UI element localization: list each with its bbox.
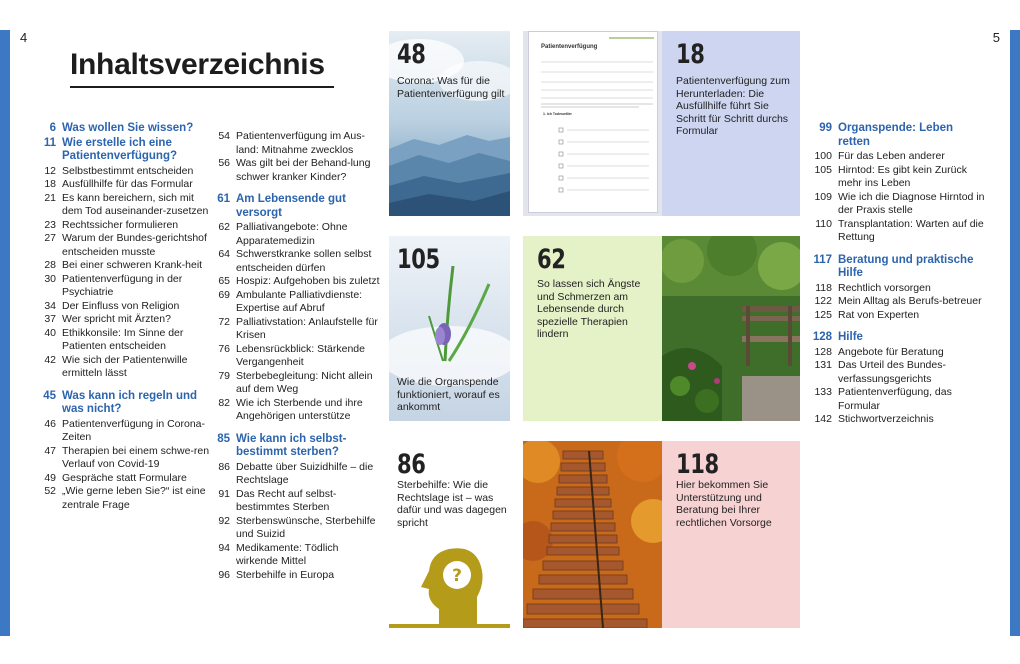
tile-beratung[interactable] xyxy=(662,441,800,628)
form-document-tile[interactable] xyxy=(523,31,662,216)
tile-caption: So lassen sich Ängste und Schmerzen am Lebensende durch spezielle Therapien lindern xyxy=(537,278,641,340)
toc-entry[interactable] xyxy=(812,386,987,413)
tile-corona[interactable] xyxy=(389,31,510,216)
toc-page-number: 118 xyxy=(815,281,832,294)
toc-entry[interactable] xyxy=(40,445,210,472)
toc-entry-title: Patientenverfügung in der Psychiatrie xyxy=(62,272,183,298)
toc-entry[interactable] xyxy=(214,221,380,248)
toc-entry-title: Patientenverfügung, das Formular xyxy=(838,386,952,412)
toc-page-number: 128 xyxy=(814,345,832,358)
toc-entry-title: Palliativangebote: Ohne Apparatemedizin xyxy=(236,221,348,247)
toc-entry[interactable] xyxy=(214,569,380,583)
title-underline xyxy=(70,86,334,88)
toc-entry[interactable] xyxy=(40,354,210,381)
right-edge-bar xyxy=(1010,30,1020,636)
toc-section-heading[interactable] xyxy=(40,137,210,164)
autumn-stairs-tile[interactable] xyxy=(523,441,662,628)
toc-entry-title: Das Urteil des Bundes-verfassungsgerichts xyxy=(838,359,946,385)
toc-entry-title: Ethikkonsile: Im Sinne der Patienten entscheiden xyxy=(62,326,184,352)
toc-entry-title: Das Recht auf selbst-bestimmtes Sterben xyxy=(236,487,337,513)
toc-entry[interactable] xyxy=(812,164,987,191)
toc-page-number: 12 xyxy=(44,164,56,177)
toc-entry[interactable] xyxy=(214,289,380,316)
toc-page-number: 72 xyxy=(218,315,230,328)
svg-text:?: ? xyxy=(452,566,462,586)
toc-entry-title: Ausfüllhilfe für das Formular xyxy=(62,178,193,190)
toc-entry[interactable] xyxy=(214,397,380,424)
toc-entry-title: Wie ich Sterbende und ihre Angehörigen unterstütze xyxy=(236,396,363,422)
garden-bench-tile[interactable] xyxy=(662,236,800,421)
toc-entry[interactable] xyxy=(40,219,210,233)
toc-entry[interactable] xyxy=(40,418,210,445)
toc-page-number: 86 xyxy=(218,460,230,473)
toc-entry-title: Sterbehilfe in Europa xyxy=(236,568,335,581)
toc-page-number: 94 xyxy=(218,541,230,554)
toc-entry-title: Selbstbestimmt entscheiden xyxy=(62,164,194,177)
head-question-icon xyxy=(389,441,510,628)
toc-entry-title: Was kann ich regeln und was nicht? xyxy=(62,389,198,415)
toc-page-number: 46 xyxy=(44,417,56,430)
tile-page-number: 86 xyxy=(397,449,426,480)
toc-entry-title: Schwerstkranke sollen selbst entscheiden dürfen xyxy=(236,248,372,274)
toc-page-number: 92 xyxy=(218,514,230,527)
toc-entry-title: Therapien bei einem schwe-ren Verlauf von Covid-19 xyxy=(62,444,210,470)
toc-page-number: 45 xyxy=(43,389,56,402)
tile-organspende[interactable] xyxy=(389,236,510,421)
toc-entry-title: Warum der Bundes-gerichtshof entscheiden musste xyxy=(62,232,207,258)
toc-page-number: 64 xyxy=(218,248,230,260)
toc-entry-title: Lebensrückblick: Stärkende Vergangenheit xyxy=(236,342,365,368)
toc-entry[interactable] xyxy=(812,346,987,360)
toc-entry-title: Was gilt bei der Behand-lung schwer kranker Kinder? xyxy=(236,157,371,183)
toc-entry-title: Wie sich der Patientenwille ermitteln lässt xyxy=(62,353,188,379)
toc-entry[interactable] xyxy=(214,542,380,569)
toc-page-number: 42 xyxy=(44,353,56,366)
form-lines xyxy=(529,32,659,214)
toc-entry[interactable] xyxy=(214,248,380,275)
toc-entry[interactable] xyxy=(214,275,380,289)
toc-entry[interactable] xyxy=(214,343,380,370)
toc-entry-title: Bei einer schweren Krank-heit xyxy=(62,259,203,271)
toc-column-1 xyxy=(40,122,210,512)
form-title: Patientenverfügung xyxy=(541,44,598,50)
toc-entry[interactable] xyxy=(40,300,210,314)
tile-caption: Sterbehilfe: Wie die Rechtslage ist – was dafür und was dagegen spricht xyxy=(397,479,507,529)
toc-entry-title: Patientenverfügung in Corona-Zeiten xyxy=(62,417,206,443)
tile-caption: Hier bekommen Sie Unterstützung und Beratung bei Ihrer rechtlichen Vorsorge xyxy=(676,479,772,529)
toc-entry-title: Rechtlich vorsorgen xyxy=(838,281,931,294)
toc-entry-title: Patientenverfügung im Aus-land: Mitnahme zwecklos xyxy=(236,130,365,156)
toc-entry-title: Wer spricht mit Ärzten? xyxy=(62,313,171,325)
toc-entry[interactable] xyxy=(214,130,380,157)
toc-entry[interactable] xyxy=(40,472,210,486)
toc-section-heading[interactable] xyxy=(40,390,210,417)
tile-sterbehilfe[interactable] xyxy=(389,441,510,628)
toc-entry[interactable] xyxy=(812,359,987,386)
toc-page-number: 61 xyxy=(217,193,230,205)
garden-bench-image xyxy=(662,236,800,421)
tile-page-number: 118 xyxy=(676,449,719,480)
toc-page-number: 105 xyxy=(814,163,832,176)
toc-column-3 xyxy=(812,122,987,427)
toc-page-number: 79 xyxy=(218,369,230,382)
toc-page-number: 142 xyxy=(814,413,832,425)
left-edge-bar xyxy=(0,30,10,636)
toc-page-number: 52 xyxy=(44,485,56,497)
toc-page-number: 131 xyxy=(814,359,832,371)
toc-entry-title: Gespräche statt Formulare xyxy=(62,471,187,484)
toc-entry[interactable] xyxy=(812,295,987,309)
toc-page-number: 69 xyxy=(218,288,230,301)
toc-page-number: 109 xyxy=(814,190,832,203)
toc-page-number: 37 xyxy=(44,313,56,325)
tile-caption: Wie die Organspende funktioniert, worauf es ankommt xyxy=(397,376,500,413)
toc-section-heading[interactable] xyxy=(812,331,987,345)
toc-entry-title: Organspende: Leben retten xyxy=(838,122,954,148)
tile-palliative[interactable] xyxy=(523,236,662,421)
toc-entry[interactable] xyxy=(40,178,210,192)
toc-entry[interactable] xyxy=(214,157,380,184)
toc-entry[interactable] xyxy=(812,282,987,296)
form-document-page xyxy=(528,31,658,213)
toc-entry-title: Mein Alltag als Berufs-betreuer xyxy=(838,295,982,307)
toc-page-number: 23 xyxy=(44,218,56,231)
toc-entry-title: Transplantation: Warten auf die Rettung xyxy=(838,217,984,243)
page-title: Inhaltsverzeichnis xyxy=(70,48,325,81)
toc-entry-title: Am Lebensende gut versorgt xyxy=(236,193,346,219)
toc-entry[interactable] xyxy=(214,461,380,488)
toc-entry-title: Stichwortverzeichnis xyxy=(838,413,934,425)
toc-page-number: 49 xyxy=(44,471,56,484)
form-section: 1. Ich Todeswiller xyxy=(543,112,572,116)
toc-entry-title: Rat von Experten xyxy=(838,308,920,321)
toc-page-number: 28 xyxy=(44,259,56,271)
toc-entry-title: Es kann bereichern, sich mit dem Tod auseinander-zusetzen xyxy=(62,191,209,217)
page-number-right: 5 xyxy=(992,30,1000,45)
toc-entry-title: Wie kann ich selbst-bestimmt sterben? xyxy=(236,432,347,458)
toc-page-number: 65 xyxy=(218,275,230,287)
toc-entry-title: Beratung und praktische Hilfe xyxy=(838,253,974,279)
toc-entry[interactable] xyxy=(812,150,987,164)
toc-entry[interactable] xyxy=(40,232,210,259)
page-number-left: 4 xyxy=(20,30,28,45)
toc-entry-title: Wie erstelle ich eine Patientenverfügung? xyxy=(62,136,178,162)
toc-entry[interactable] xyxy=(812,191,987,218)
toc-page-number: 18 xyxy=(44,178,56,190)
toc-entry[interactable] xyxy=(40,192,210,219)
toc-entry[interactable] xyxy=(214,488,380,515)
toc-entry-title: Debatte über Suizidhilfe – die Rechtslage xyxy=(236,460,374,486)
toc-entry-title: Wie ich die Diagnose Hirntod in der Praxis stelle xyxy=(838,190,985,216)
toc-entry-title: Palliativstation: Anlaufstelle für Krisen xyxy=(236,315,378,341)
toc-page-number: 110 xyxy=(815,217,832,230)
toc-entry[interactable] xyxy=(214,370,380,397)
toc-entry-title: Sterbebegleitung: Nicht allein auf dem Weg xyxy=(236,369,373,395)
toc-page-number: 96 xyxy=(218,568,230,581)
toc-entry[interactable] xyxy=(214,515,380,542)
toc-page-number: 11 xyxy=(43,136,56,149)
toc-section-heading[interactable] xyxy=(812,122,987,149)
toc-page-number: 128 xyxy=(812,331,832,343)
toc-entry-title: Für das Leben anderer xyxy=(838,150,945,162)
toc-page-number: 100 xyxy=(814,150,832,162)
toc-page-number: 62 xyxy=(218,221,230,233)
toc-page-number: 125 xyxy=(814,308,832,321)
tile-page-number: 18 xyxy=(676,39,705,70)
toc-page-number: 91 xyxy=(218,487,230,500)
toc-entry[interactable] xyxy=(40,327,210,354)
toc-entry-title: Hilfe xyxy=(838,331,863,343)
tile-caption: Corona: Was für die Patientenverfügung gilt xyxy=(397,75,505,100)
toc-entry-title: Angebote für Beratung xyxy=(838,345,944,358)
toc-page-number: 76 xyxy=(218,342,230,355)
tile-caption: Patientenverfügung zum Herunterladen: Die Ausfüllhilfe führt Sie Schritt für Schritt durchs Formular xyxy=(676,75,790,137)
toc-page-number: 40 xyxy=(44,326,56,339)
toc-page-number: 47 xyxy=(44,444,56,457)
toc-entry-title: Hospiz: Aufgehoben bis zuletzt xyxy=(236,275,380,287)
toc-section-heading[interactable] xyxy=(214,193,380,220)
toc-entry-title: Sterbenswünsche, Sterbehilfe und Suizid xyxy=(236,514,376,540)
toc-page-number: 30 xyxy=(44,272,56,285)
toc-entry[interactable] xyxy=(40,273,210,300)
toc-page-number: 85 xyxy=(217,432,230,445)
toc-page-number: 117 xyxy=(813,253,832,266)
toc-page-number: 6 xyxy=(49,122,56,134)
toc-page-number: 133 xyxy=(814,386,832,398)
tile-page-number: 105 xyxy=(397,244,440,275)
toc-entry[interactable] xyxy=(812,218,987,245)
toc-page-number: 82 xyxy=(218,396,230,409)
toc-page-number: 21 xyxy=(44,191,56,204)
tile-page-number: 62 xyxy=(537,244,566,275)
toc-entry[interactable] xyxy=(40,259,210,273)
toc-entry-title: „Wie gerne leben Sie?“ ist eine zentrale Frage xyxy=(62,485,206,511)
toc-entry-title: Hirntod: Es gibt kein Zurück mehr ins Leben xyxy=(838,163,967,189)
toc-entry[interactable] xyxy=(812,413,987,427)
toc-page-number: 54 xyxy=(218,130,230,142)
toc-entry-title: Medikamente: Tödlich wirkende Mittel xyxy=(236,541,339,567)
toc-entry[interactable] xyxy=(812,309,987,323)
autumn-stairs-image xyxy=(523,441,662,628)
toc-column-2 xyxy=(214,130,380,582)
toc-section-heading[interactable] xyxy=(812,254,987,281)
toc-entry[interactable] xyxy=(40,165,210,179)
toc-entry[interactable] xyxy=(214,316,380,343)
toc-entry-title: Was wollen Sie wissen? xyxy=(62,122,194,134)
toc-page-number: 122 xyxy=(814,295,832,307)
toc-page-number: 27 xyxy=(44,232,56,244)
toc-entry[interactable] xyxy=(40,313,210,327)
toc-section-heading[interactable] xyxy=(214,433,380,460)
tile-page-number: 48 xyxy=(397,39,426,70)
tile-download-form[interactable] xyxy=(662,31,800,216)
toc-page-number: 56 xyxy=(218,157,230,169)
toc-entry-title: Ambulante Palliativdienste: Expertise auf Abruf xyxy=(236,288,363,314)
toc-section-heading[interactable] xyxy=(40,122,210,136)
toc-page-number: 34 xyxy=(44,299,56,312)
toc-entry[interactable] xyxy=(40,485,210,512)
toc-entry-title: Der Einfluss von Religion xyxy=(62,299,180,312)
toc-page-number: 99 xyxy=(819,122,832,134)
toc-entry-title: Rechtssicher formulieren xyxy=(62,218,179,231)
